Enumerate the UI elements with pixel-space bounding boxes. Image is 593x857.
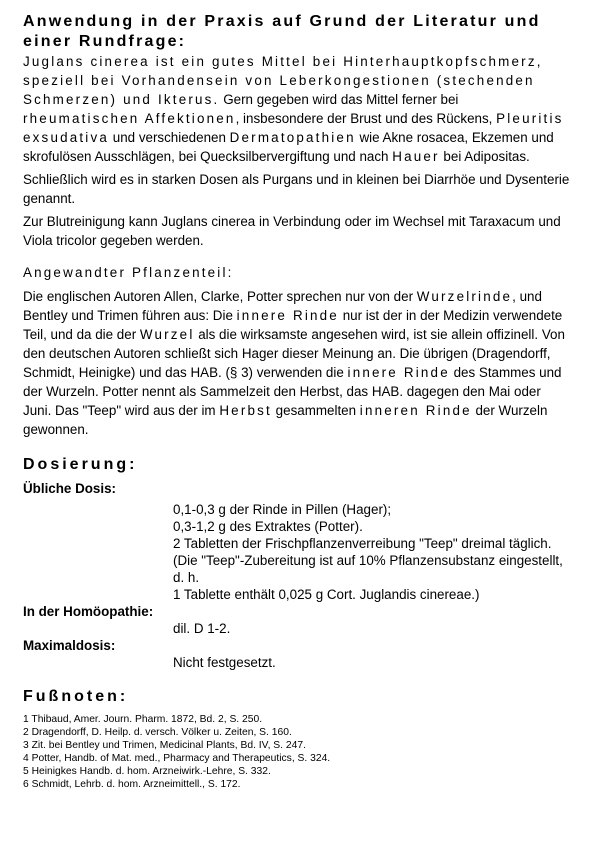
text-run: Die englischen Autoren Allen, Clarke, Potter sprechen nur von der bbox=[23, 289, 417, 304]
footnote-item: 1 Thibaud, Amer. Journ. Pharm. 1872, Bd. 2, S. 250. bbox=[23, 714, 263, 725]
section-heading-footnotes: Fußnoten: bbox=[23, 688, 129, 705]
emphasis-run: rheumatischen Affektionen bbox=[23, 111, 236, 126]
text-run: bei Adipositas. bbox=[439, 149, 530, 164]
max-dose-value: Nicht festgesetzt. bbox=[173, 655, 276, 670]
plant-part-paragraph bbox=[23, 287, 571, 439]
application-paragraph-2: Schließlich wird es in starken Dosen als Purgans und in kleinen bei Diarrhöe und Dysenterie genannt. bbox=[23, 172, 570, 206]
footnote-item: 3 Zit. bei Bentley und Trimen, Medicinal Plants, Bd. IV, S. 247. bbox=[23, 740, 306, 752]
text-run: nur ist der in der Medizin verwendete Teil, und da die der bbox=[23, 308, 563, 342]
max-dose-label: Maximaldosis: bbox=[23, 638, 116, 653]
usual-dose-line: 2 Tabletten der Frischpflanzenverreibung "Teep" dreimal täglich. bbox=[173, 536, 552, 551]
usual-dose-line: 0,3-1,2 g des Extraktes (Potter). bbox=[173, 519, 363, 534]
usual-dose-line: (Die "Teep"-Zubereitung ist auf 10% Pflanzensubstanz eingestellt, d. h. bbox=[173, 553, 563, 585]
application-paragraph-1 bbox=[23, 52, 571, 166]
footnote-item: 4 Potter, Handb. of Mat. med., Pharmacy and Therapeutics, S. 324. bbox=[23, 753, 331, 765]
text-run: wie Akne rosacea, Ekzemen und skrofulösen Ausschlägen, bei Quecksilbervergiftung und nach bbox=[23, 130, 554, 164]
text-run: gesammelten bbox=[271, 403, 360, 418]
text-run: , insbesondere der Brust und des Rückens, bbox=[235, 111, 497, 126]
usual-dose-list bbox=[173, 501, 571, 603]
section-heading-dosage: Dosierung: bbox=[23, 456, 138, 473]
section-heading-application: Anwendung in der Praxis auf Grund der Literatur und einer Rundfrage: bbox=[23, 13, 541, 50]
emphasis-run: Herbst bbox=[219, 403, 272, 418]
text-run: , und Bentley und Trimen führen aus: Die bbox=[23, 289, 542, 323]
emphasis-run: Hauer bbox=[392, 149, 440, 164]
footnote-item: 6 Schmidt, Lehrb. d. hom. Arzneimittell., S. 172. bbox=[23, 779, 241, 791]
usual-dose-label: Übliche Dosis: bbox=[23, 481, 117, 496]
plant-part-heading: Angewandter Pflanzenteil: bbox=[23, 265, 234, 280]
application-intro-spaced: Juglans cinerea ist ein gutes Mittel bei Hinterhauptkopfschmerz, speziell bei Vorhandensein von Leberkongestionen (stechenden Schmerzen) und Ikterus. bbox=[23, 54, 543, 107]
usual-dose-line: 1 Tablette enthält 0,025 g Cort. Juglandis cinereae.) bbox=[173, 587, 480, 602]
emphasis-run: Pleuritis exsudativa bbox=[23, 111, 564, 145]
emphasis-run: Wurzelrinde bbox=[416, 289, 513, 304]
document-page bbox=[23, 12, 571, 792]
emphasis-run: inneren Rinde bbox=[359, 403, 472, 418]
footnote-item: 5 Heinigkes Handb. d. hom. Arzneiwirk.-Lehre, S. 332. bbox=[23, 766, 271, 778]
usual-dose-line: 0,1-0,3 g der Rinde in Pillen (Hager); bbox=[173, 502, 392, 517]
emphasis-run: innere Rinde bbox=[347, 365, 450, 380]
footnote-item: 2 Dragendorff, D. Heilp. d. versch. Völker u. Zeiten, S. 160. bbox=[23, 727, 292, 739]
homeopathy-value: dil. D 1-2. bbox=[173, 621, 231, 636]
emphasis-run: innere Rinde bbox=[236, 308, 339, 323]
homeopathy-label: In der Homöopathie: bbox=[23, 604, 154, 619]
emphasis-run: Dermatopathien bbox=[229, 130, 356, 145]
text-run: des Stammes und der Wurzeln. Potter nennt als Sammelzeit den Herbst, das HAB. dagegen den Mai oder Juni. Das "Teep" wird aus der im bbox=[23, 365, 562, 418]
text-run: Gern gegeben wird das Mittel ferner bei bbox=[219, 92, 459, 107]
text-run: als die wirksamste angesehen wird, ist sie allein offizinell. Von den deutschen Autoren schließt sich Hager dieser Meinung an. Die übrigen (Dragendorff, Schmidt, Heinigke) und das HAB. (§ 3) verwenden die bbox=[23, 327, 565, 380]
text-run: und verschiedenen bbox=[109, 130, 230, 145]
text-run: der Wurzeln gewonnen. bbox=[23, 403, 548, 437]
application-paragraph-3: Zur Blutreinigung kann Juglans cinerea in Verbindung oder im Wechsel mit Taraxacum und Viola tricolor gegeben werden. bbox=[23, 214, 561, 248]
emphasis-run: Wurzel bbox=[139, 327, 195, 342]
footnote-list bbox=[23, 713, 571, 792]
